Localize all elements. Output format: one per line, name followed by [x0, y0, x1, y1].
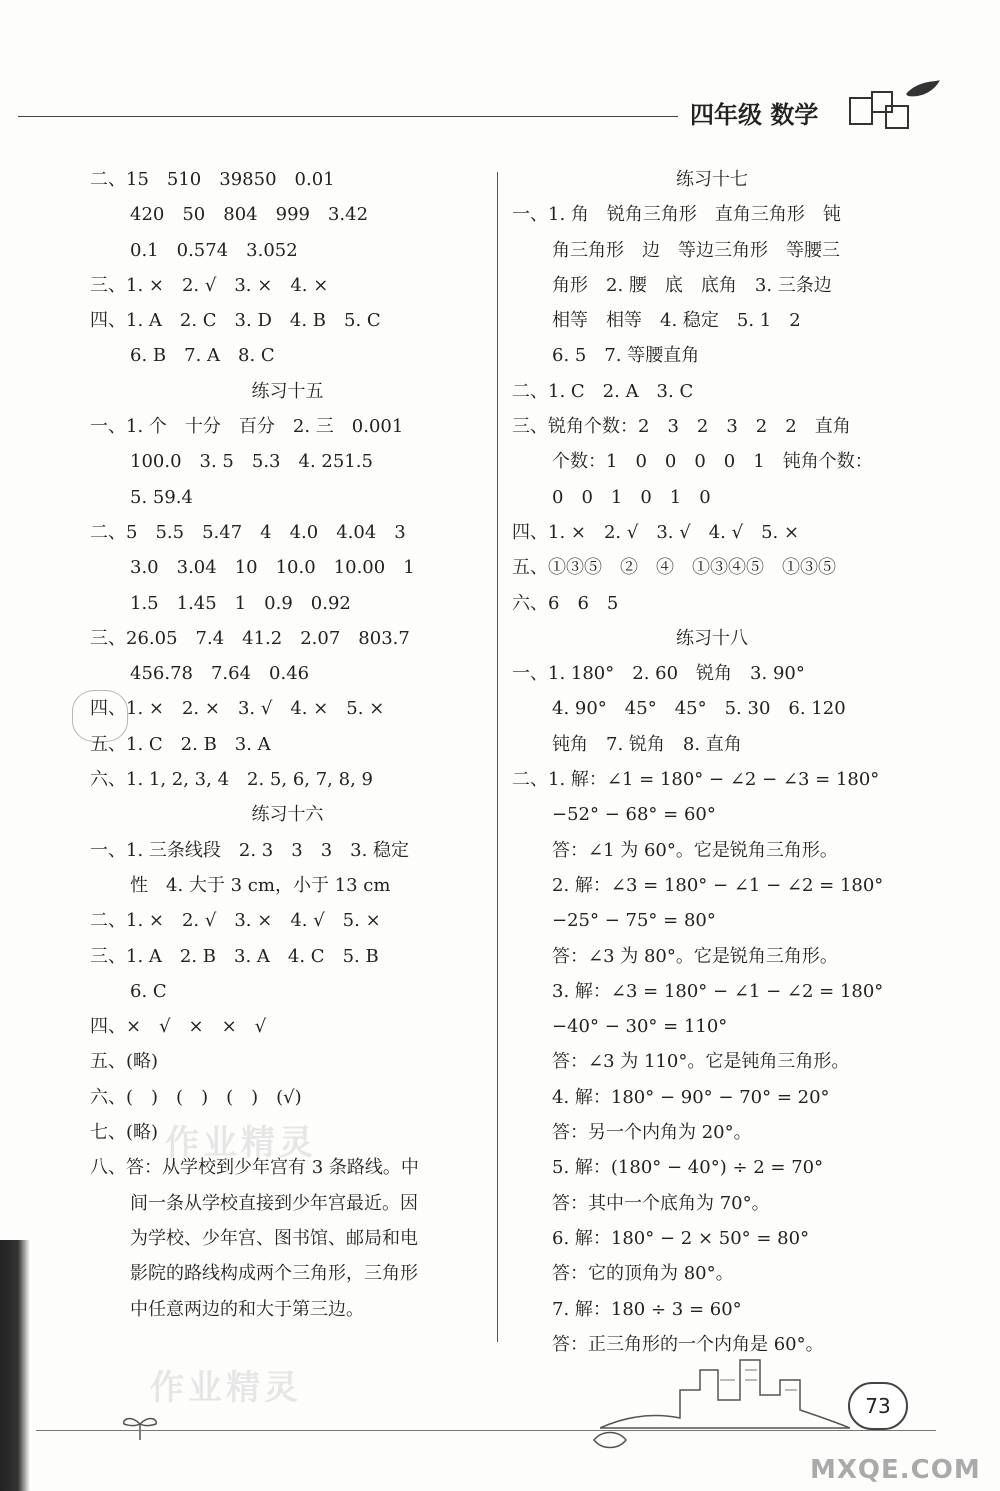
answer-line: 答：它的顶角为 80°。	[552, 1263, 734, 1285]
answer-line: 中任意两边的和大于第三边。	[130, 1298, 364, 1320]
section-heading: 练习十八	[676, 627, 748, 649]
answer-line: 五、①③⑤ ② ④ ①③④⑤ ①③⑤	[512, 557, 836, 579]
answer-line: 四、1. A 2. C 3. D 4. B 5. C	[90, 310, 381, 332]
answer-line: 5. 59.4	[130, 486, 193, 508]
answer-line: 八、答：从学校到少年宫有 3 条路线。中	[90, 1157, 419, 1179]
answer-line: 答：∠3 为 80°。它是锐角三角形。	[552, 945, 838, 967]
answer-line: 三、1. A 2. B 3. A 4. C 5. B	[90, 945, 379, 967]
answer-line: 六、6 6 5	[512, 592, 619, 614]
answer-line: 3. 解：∠3 = 180° − ∠1 − ∠2 = 180°	[552, 980, 884, 1002]
right-answer-column	[512, 162, 912, 1362]
watermark: 作业精灵	[150, 1368, 302, 1408]
answer-line: 二、1. 解：∠1 = 180° − ∠2 − ∠3 = 180°	[512, 769, 880, 791]
answer-line: 七、(略)	[90, 1122, 159, 1144]
answer-line: 四、1. × 2. × 3. √ 4. × 5. ×	[90, 698, 385, 720]
answer-line: 6. 解：180° − 2 × 50° = 80°	[552, 1227, 810, 1249]
answer-line: 一、1. 角 锐角三角形 直角三角形 钝	[512, 204, 841, 226]
answer-line: 420 50 804 999 3.42	[130, 204, 369, 226]
answer-line: 五、(略)	[90, 1051, 159, 1073]
answer-line: 影院的路线构成两个三角形，三角形	[130, 1263, 418, 1285]
answer-line: 三、1. × 2. √ 3. × 4. ×	[90, 274, 329, 296]
answer-line: 6. C	[130, 980, 167, 1002]
page-number: 73	[848, 1382, 908, 1430]
answer-line: 6. 5 7. 等腰直角	[552, 345, 700, 367]
answer-line: 六、( ) ( ) ( ) (√)	[90, 1086, 302, 1108]
answer-line: −52° − 68° = 60°	[552, 804, 716, 826]
answer-line: 1.5 1.45 1 0.9 0.92	[130, 592, 351, 614]
header-rule	[18, 116, 678, 117]
answer-line: 为学校、少年宫、图书馆、邮局和电	[130, 1227, 418, 1249]
watermark: 作业精灵	[165, 1123, 317, 1163]
answer-line: 钝角 7. 锐角 8. 直角	[552, 733, 742, 755]
answer-line: 二、1. C 2. A 3. C	[512, 380, 694, 402]
column-divider	[497, 172, 498, 1342]
answer-line: 6. B 7. A 8. C	[130, 345, 275, 367]
page-edge-shadow	[0, 1240, 30, 1491]
answer-line: 三、26.05 7.4 41.2 2.07 803.7	[90, 627, 410, 649]
answer-line: 456.78 7.64 0.46	[130, 663, 310, 685]
answer-line: −25° − 75° = 80°	[552, 910, 716, 932]
answer-line: 答：∠3 为 110°。它是钝角三角形。	[552, 1051, 850, 1073]
answer-line: 五、1. C 2. B 3. A	[90, 733, 271, 755]
site-logo: MXQE.COM	[810, 1455, 981, 1485]
answer-line: 100.0 3. 5 5.3 4. 251.5	[130, 451, 373, 473]
answer-line: 3.0 3.04 10 10.0 10.00 1	[130, 557, 415, 579]
answer-line: 2. 解：∠3 = 180° − ∠1 − ∠2 = 180°	[552, 874, 884, 896]
answer-line: 答：其中一个底角为 70°。	[552, 1192, 770, 1214]
answer-line: 一、1. 180° 2. 60 锐角 3. 90°	[512, 663, 805, 685]
answer-line: 三、锐角个数：2 3 2 3 2 2 直角	[512, 416, 851, 438]
answer-line: 四、× √ × × √	[90, 1016, 267, 1038]
answer-line: 个数：1 0 0 0 0 1 钝角个数：	[552, 451, 873, 473]
section-heading: 练习十六	[251, 804, 324, 826]
answer-line: 7. 解：180 ÷ 3 = 60°	[552, 1298, 742, 1320]
section-heading: 练习十七	[676, 169, 748, 190]
answer-line: 四、1. × 2. √ 3. √ 4. √ 5. ×	[512, 521, 800, 543]
answer-line: 六、1. 1, 2, 3, 4 2. 5, 6, 7, 8, 9	[90, 769, 373, 791]
answer-line: 4. 90° 45° 45° 5. 30 6. 120	[552, 698, 846, 720]
footer-rule	[36, 1430, 936, 1431]
answer-line: 相等 相等 4. 稳定 5. 1 2	[552, 310, 801, 332]
answer-line: 一、1. 三条线段 2. 3 3 3 3. 稳定	[90, 839, 410, 861]
answer-line: 4. 解：180° − 90° − 70° = 20°	[552, 1086, 830, 1108]
leaf-icon	[590, 1428, 630, 1452]
answer-line: 二、15 510 39850 0.01	[90, 169, 335, 190]
answer-line: −40° − 30° = 110°	[552, 1016, 728, 1038]
answer-line: 二、5 5.5 5.47 4 4.0 4.04 3	[90, 521, 406, 543]
answer-line: 答：另一个内角为 20°。	[552, 1122, 752, 1144]
answer-line: 角形 2. 腰 底 底角 3. 三条边	[552, 274, 832, 296]
answer-line: 性 4. 大于 3 cm，小于 13 cm	[130, 874, 391, 896]
answer-line: 答：正三角形的一个内角是 60°。	[552, 1333, 824, 1355]
answer-line: 答：∠1 为 60°。它是锐角三角形。	[552, 839, 838, 861]
answer-line: 角三角形 边 等边三角形 等腰三	[552, 239, 840, 261]
answer-line: 5. 解：(180° − 40°) ÷ 2 = 70°	[552, 1157, 824, 1179]
sprout-icon	[120, 1410, 160, 1440]
leaf-box-icon	[846, 76, 946, 136]
answer-line: 0 0 1 0 1 0	[552, 486, 711, 508]
section-heading: 练习十五	[251, 380, 324, 402]
answer-line: 二、1. × 2. √ 3. × 4. √ 5. ×	[90, 910, 381, 932]
answer-line: 一、1. 个 十分 百分 2. 三 0.001	[90, 416, 404, 438]
answer-line: 0.1 0.574 3.052	[130, 239, 298, 261]
answer-line: 间一条从学校直接到少年宫最近。因	[130, 1192, 418, 1214]
city-skyline-icon	[600, 1340, 850, 1430]
page-title: 四年级 数学	[690, 101, 819, 129]
